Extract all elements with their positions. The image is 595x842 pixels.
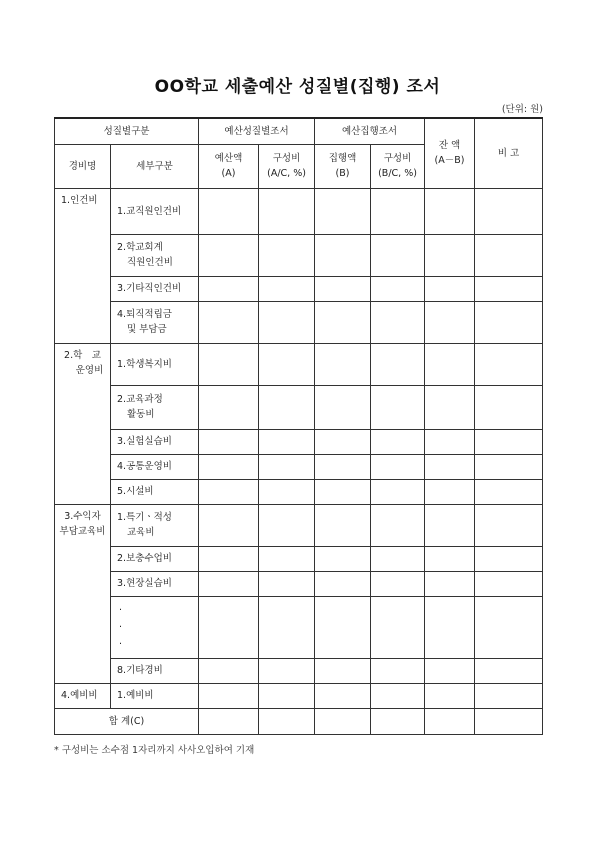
data-cell[interactable] <box>425 479 475 504</box>
data-cell[interactable] <box>475 454 543 479</box>
sub-category-label: 2.교육과정 <box>117 394 163 405</box>
data-cell[interactable] <box>425 683 475 708</box>
table-row <box>55 546 543 571</box>
sub-category-label-cont: 및 부담금 <box>127 324 167 335</box>
header-balance-label: 잔 액 <box>438 140 461 152</box>
data-cell[interactable] <box>259 454 315 479</box>
document-title: OO학교 세출예산 성질별(집행) 조서 <box>154 77 441 97</box>
group-name-1 <box>55 188 111 343</box>
sub-category-cell <box>111 276 199 301</box>
data-cell[interactable] <box>475 546 543 571</box>
header-execution-amount-unit: (B) <box>335 168 350 179</box>
data-cell[interactable] <box>371 385 425 429</box>
sub-category-cell <box>111 546 199 571</box>
data-cell[interactable] <box>199 504 259 546</box>
group-name-line: 부담교육비 <box>59 525 106 537</box>
header-composition-a-label: 구성비 <box>272 153 301 164</box>
sub-category-cell <box>111 683 199 708</box>
data-cell[interactable] <box>315 301 371 343</box>
sub-category-label: 1.예비비 <box>117 690 154 701</box>
data-cell[interactable] <box>315 454 371 479</box>
data-cell[interactable] <box>425 301 475 343</box>
table-row <box>55 343 543 385</box>
table-row <box>55 571 543 596</box>
data-cell[interactable] <box>315 546 371 571</box>
table-row <box>55 301 543 343</box>
data-cell[interactable] <box>371 504 425 546</box>
group-name-4 <box>55 683 111 708</box>
data-cell[interactable] <box>259 708 315 734</box>
sub-category-cell <box>111 429 199 454</box>
data-cell[interactable] <box>199 546 259 571</box>
header-composition-b-unit: (B/C, %) <box>378 168 417 179</box>
data-cell[interactable] <box>259 658 315 683</box>
sub-category-label: 3.실험실습비 <box>117 436 172 447</box>
header-balance <box>425 118 475 188</box>
group-name-line: 4.예비비 <box>61 690 98 701</box>
sub-category-label: 1.교직원인건비 <box>117 205 182 217</box>
data-cell[interactable] <box>199 276 259 301</box>
data-cell[interactable] <box>475 429 543 454</box>
data-cell[interactable] <box>475 301 543 343</box>
ellipsis-dot: · <box>119 604 123 616</box>
data-cell[interactable] <box>425 276 475 301</box>
sub-category-label: 2.학교회계 <box>117 242 163 253</box>
sub-category-label-cont: 활동비 <box>127 409 155 420</box>
data-cell[interactable] <box>259 276 315 301</box>
data-cell[interactable] <box>371 658 425 683</box>
data-cell[interactable] <box>425 234 475 276</box>
data-cell[interactable] <box>259 479 315 504</box>
table-row <box>55 479 543 504</box>
data-cell[interactable] <box>315 429 371 454</box>
data-cell[interactable] <box>371 454 425 479</box>
data-cell[interactable] <box>475 596 543 658</box>
budget-table <box>54 117 543 735</box>
data-cell[interactable] <box>199 454 259 479</box>
data-cell[interactable] <box>199 596 259 658</box>
header-classification: 성질별구분 <box>55 118 199 144</box>
data-cell[interactable] <box>199 301 259 343</box>
sub-category-label: 3.현장실습비 <box>117 578 172 589</box>
header-execution-amount-label: 집행액 <box>328 153 357 164</box>
header-balance-formula: (A－B) <box>434 155 465 167</box>
data-cell[interactable] <box>475 385 543 429</box>
data-cell[interactable] <box>259 571 315 596</box>
data-cell[interactable] <box>425 343 475 385</box>
data-cell[interactable] <box>425 454 475 479</box>
data-cell[interactable] <box>425 571 475 596</box>
sub-category-cell <box>111 454 199 479</box>
data-cell[interactable] <box>315 596 371 658</box>
group-name-line: 운영비 <box>75 364 104 376</box>
header-composition-a <box>259 144 315 188</box>
data-cell[interactable] <box>475 343 543 385</box>
header-budget-amount-label: 예산액 <box>214 153 243 164</box>
data-cell[interactable] <box>425 596 475 658</box>
data-cell[interactable] <box>259 596 315 658</box>
sub-category-ellipsis <box>111 596 199 658</box>
data-cell[interactable] <box>475 276 543 301</box>
data-cell[interactable] <box>199 571 259 596</box>
ellipsis-dot: · <box>119 638 123 650</box>
footnote: * 구성비는 소수점 1자리까지 사사오입하여 기재 <box>54 745 255 756</box>
data-cell[interactable] <box>199 385 259 429</box>
data-cell[interactable] <box>315 571 371 596</box>
sub-category-cell <box>111 504 199 546</box>
data-cell[interactable] <box>199 234 259 276</box>
table-row <box>55 596 543 658</box>
data-cell[interactable] <box>425 188 475 234</box>
data-cell[interactable] <box>199 708 259 734</box>
sub-category-label: 4.공통운영비 <box>117 461 172 472</box>
data-cell[interactable] <box>371 429 425 454</box>
group-name-line: 3.수익자 <box>64 510 101 522</box>
data-cell[interactable] <box>475 708 543 734</box>
header-expense-name: 경비명 <box>55 144 111 188</box>
data-cell[interactable] <box>315 479 371 504</box>
header-composition-b-label: 구성비 <box>383 153 412 164</box>
header-budget-execution: 예산집행조서 <box>315 118 425 144</box>
data-cell[interactable] <box>199 683 259 708</box>
header-remarks: 비 고 <box>475 118 543 188</box>
table-row <box>55 454 543 479</box>
table-row <box>55 658 543 683</box>
table-row <box>55 234 543 276</box>
data-cell[interactable] <box>371 276 425 301</box>
data-cell[interactable] <box>475 683 543 708</box>
header-row-1 <box>55 118 543 144</box>
data-cell[interactable] <box>259 683 315 708</box>
group-name-line: 2.학 교 <box>64 349 101 361</box>
unit-label: (단위: 원) <box>501 104 543 115</box>
table-row <box>55 429 543 454</box>
sub-category-cell <box>111 234 199 276</box>
data-cell[interactable] <box>425 385 475 429</box>
data-cell[interactable] <box>315 188 371 234</box>
data-cell[interactable] <box>475 504 543 546</box>
sub-category-label: 4.퇴직적립금 <box>117 309 172 320</box>
data-cell[interactable] <box>371 301 425 343</box>
sub-category-cell <box>111 479 199 504</box>
sub-category-cell <box>111 301 199 343</box>
data-cell[interactable] <box>199 658 259 683</box>
data-cell[interactable] <box>315 276 371 301</box>
header-composition-a-unit: (A/C, %) <box>267 168 306 179</box>
data-cell[interactable] <box>259 343 315 385</box>
data-cell[interactable] <box>371 234 425 276</box>
table-row <box>55 188 543 234</box>
sub-category-label: 8.기타경비 <box>117 665 163 676</box>
data-cell[interactable] <box>315 504 371 546</box>
header-budget-amount-unit: (A) <box>221 168 236 179</box>
data-cell[interactable] <box>371 596 425 658</box>
total-label: 합 계(C) <box>55 708 199 734</box>
sub-category-label: 5.시설비 <box>117 486 154 497</box>
sub-category-cell <box>111 571 199 596</box>
sub-category-cell <box>111 658 199 683</box>
table-row <box>55 276 543 301</box>
data-cell[interactable] <box>371 571 425 596</box>
data-cell[interactable] <box>315 708 371 734</box>
sub-category-label: 2.보충수업비 <box>117 553 172 564</box>
group-name-2 <box>55 343 111 504</box>
data-cell[interactable] <box>259 546 315 571</box>
sub-category-label: 1.특기ㆍ적성 <box>117 512 172 523</box>
data-cell[interactable] <box>425 546 475 571</box>
data-cell[interactable] <box>259 429 315 454</box>
data-cell[interactable] <box>475 188 543 234</box>
sub-category-label: 3.기타직인건비 <box>117 283 182 294</box>
sub-category-cell <box>111 343 199 385</box>
sub-category-cell <box>111 188 199 234</box>
header-composition-b <box>371 144 425 188</box>
sub-category-label: 1.학생복지비 <box>117 358 172 370</box>
data-cell[interactable] <box>315 343 371 385</box>
data-cell[interactable] <box>259 301 315 343</box>
header-budget-by-nature: 예산성질별조서 <box>199 118 315 144</box>
data-cell[interactable] <box>475 658 543 683</box>
table-row <box>55 504 543 546</box>
data-cell[interactable] <box>259 385 315 429</box>
data-cell[interactable] <box>425 504 475 546</box>
sub-category-label-cont: 교육비 <box>127 527 155 538</box>
data-cell[interactable] <box>371 479 425 504</box>
total-row <box>55 708 543 734</box>
data-cell[interactable] <box>425 658 475 683</box>
data-cell[interactable] <box>475 234 543 276</box>
data-cell[interactable] <box>371 343 425 385</box>
data-cell[interactable] <box>315 234 371 276</box>
header-budget-amount <box>199 144 259 188</box>
data-cell[interactable] <box>475 479 543 504</box>
data-cell[interactable] <box>371 708 425 734</box>
data-cell[interactable] <box>371 188 425 234</box>
ellipsis-dot: · <box>119 621 123 633</box>
data-cell[interactable] <box>315 385 371 429</box>
data-cell[interactable] <box>371 683 425 708</box>
data-cell[interactable] <box>315 658 371 683</box>
data-cell[interactable] <box>199 188 259 234</box>
data-cell[interactable] <box>425 708 475 734</box>
data-cell[interactable] <box>371 546 425 571</box>
sub-category-cell <box>111 385 199 429</box>
data-cell[interactable] <box>259 234 315 276</box>
data-cell[interactable] <box>259 504 315 546</box>
data-cell[interactable] <box>259 188 315 234</box>
data-cell[interactable] <box>425 429 475 454</box>
data-cell[interactable] <box>199 479 259 504</box>
data-cell[interactable] <box>199 429 259 454</box>
data-cell[interactable] <box>475 571 543 596</box>
table-row <box>55 385 543 429</box>
header-sub-category: 세부구분 <box>111 144 199 188</box>
data-cell[interactable] <box>199 343 259 385</box>
table-row <box>55 683 543 708</box>
group-name-line: 1.인건비 <box>61 194 98 206</box>
group-name-3 <box>55 504 111 683</box>
sub-category-label-cont: 직원인건비 <box>127 257 173 268</box>
data-cell[interactable] <box>315 683 371 708</box>
header-execution-amount <box>315 144 371 188</box>
